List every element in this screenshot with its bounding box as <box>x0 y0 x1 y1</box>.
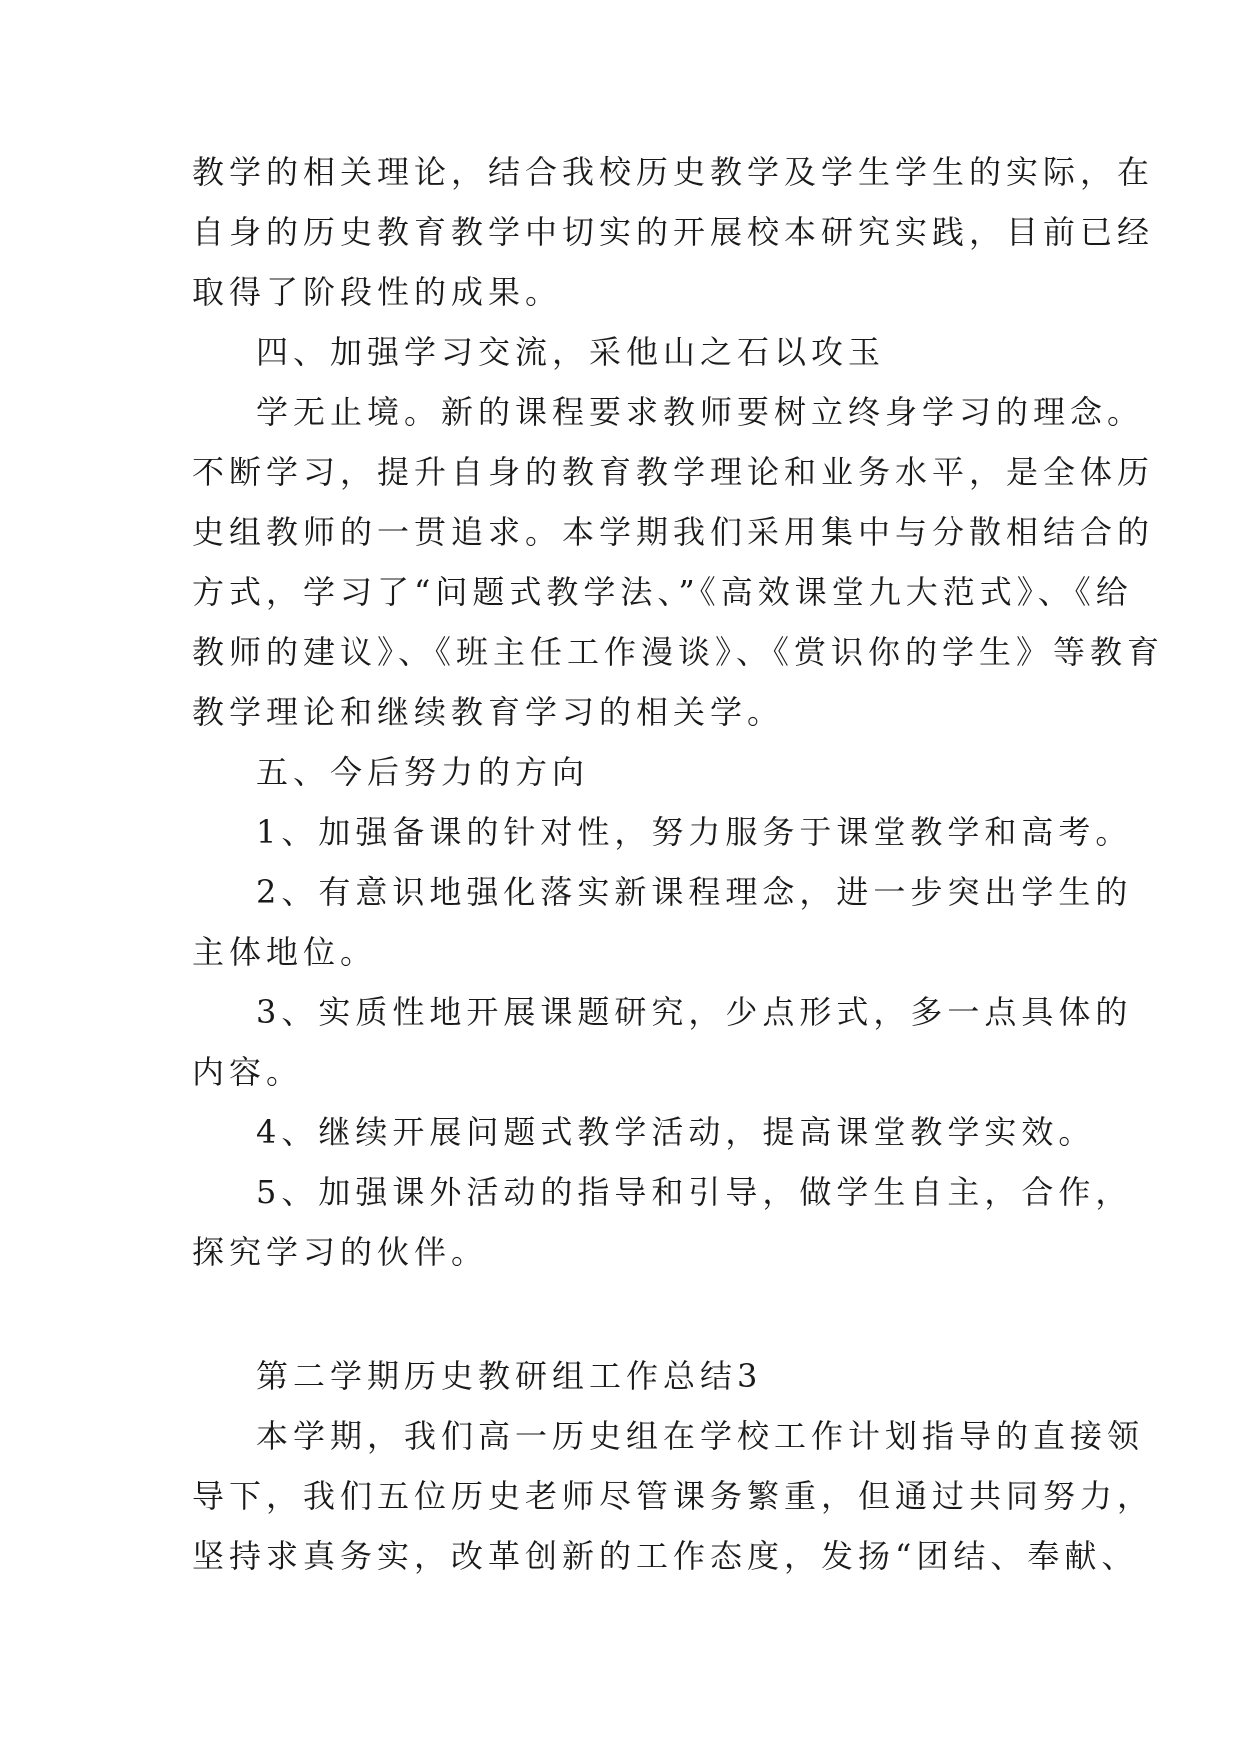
paragraph-line: 教师的建议》、《班主任工作漫谈》、《赏识你的学生》等教育 <box>192 633 1165 671</box>
section-heading: 四、加强学习交流，采他山之石以攻玉 <box>256 333 886 371</box>
paragraph-line: 学无止境。新的课程要求教师要树立终身学习的理念。 <box>256 393 1145 431</box>
paragraph-line: 教学理论和继续教育学习的相关学。 <box>192 693 785 731</box>
list-item-continuation: 探究学习的伙伴。 <box>192 1233 489 1271</box>
section-heading: 五、今后努力的方向 <box>256 753 590 791</box>
paragraph-line: 自身的历史教育教学中切实的开展校本研究实践，目前已经 <box>192 213 1155 251</box>
list-item: 3、实质性地开展课题研究，少点形式，多一点具体的 <box>256 993 1133 1031</box>
paragraph-line: 方式，学习了“问题式教学法、”《高效课堂九大范式》、《给 <box>192 573 1133 611</box>
list-item: 4、继续开展问题式教学活动，提高课堂教学实效。 <box>256 1113 1096 1151</box>
list-item-continuation: 主体地位。 <box>192 933 378 971</box>
list-item: 2、有意识地强化落实新课程理念，进一步突出学生的 <box>256 873 1133 911</box>
paragraph-line: 不断学习，提升自身的教育教学理论和业务水平，是全体历 <box>192 453 1155 491</box>
paragraph-line: 本学期，我们高一历史组在学校工作计划指导的直接领 <box>256 1417 1145 1455</box>
paragraph-line: 史组教师的一贯追求。本学期我们采用集中与分散相结合的 <box>192 513 1155 551</box>
document-subtitle: 第二学期历史教研组工作总结3 <box>256 1357 763 1395</box>
paragraph-line: 坚持求真务实，改革创新的工作态度，发扬“团结、奉献、 <box>192 1537 1139 1575</box>
list-item: 1、加强备课的针对性，努力服务于课堂教学和高考。 <box>256 813 1133 851</box>
list-item-continuation: 内容。 <box>192 1053 304 1091</box>
paragraph-line: 取得了阶段性的成果。 <box>192 273 563 311</box>
paragraph-line: 导下，我们五位历史老师尽管课务繁重，但通过共同努力， <box>192 1477 1155 1515</box>
paragraph-line: 教学的相关理论，结合我校历史教学及学生学生的实际，在 <box>192 153 1155 191</box>
list-item: 5、加强课外活动的指导和引导，做学生自主，合作， <box>256 1173 1133 1211</box>
